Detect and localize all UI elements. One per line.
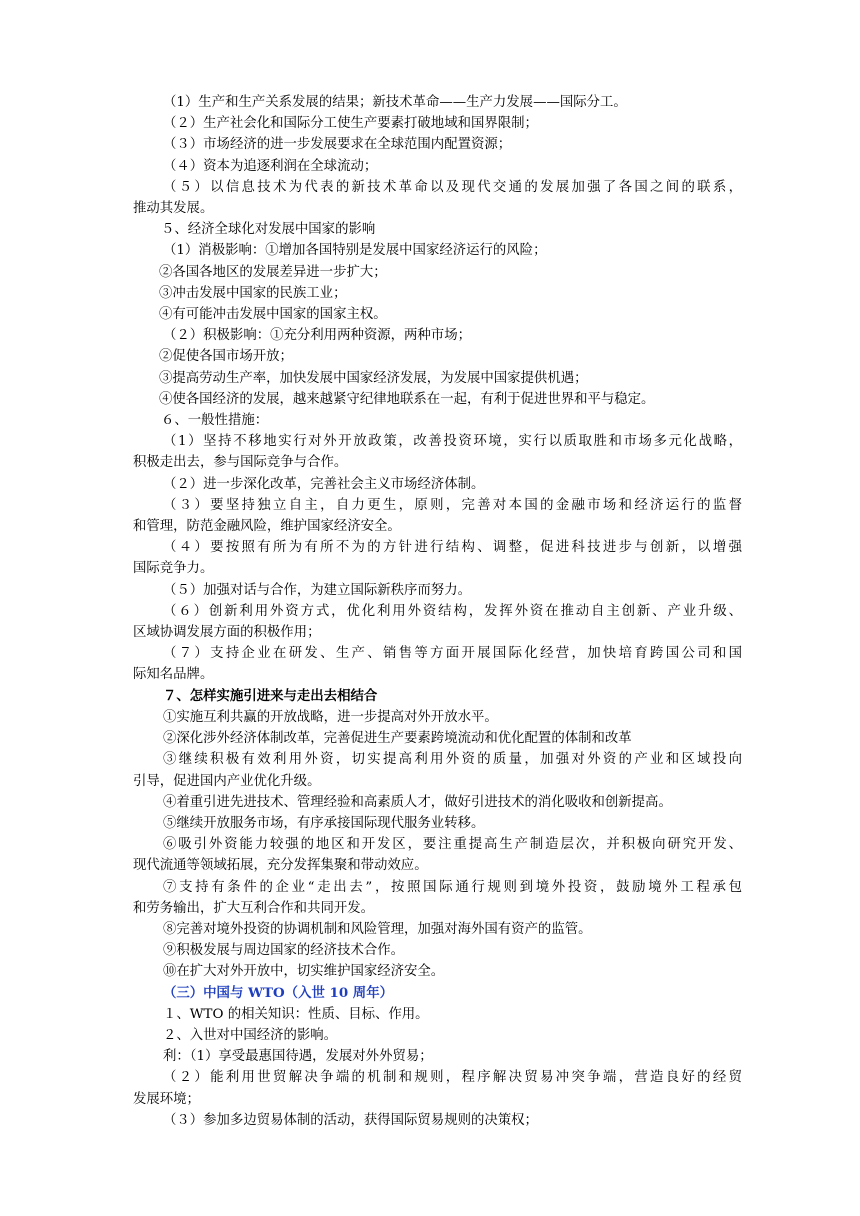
paragraph-line: （５）以信息技术为代表的新技术革命以及现代交通的发展加强了各国之间的联系， <box>163 179 742 195</box>
paragraph-line: ③继续积极有效利用外资，切实提高利用外资的质量，加强对外资的产业和区域投向 <box>163 752 742 768</box>
paragraph-line: 区域协调发展方面的积极作用； <box>133 625 321 641</box>
paragraph-line: ⑥吸引外资能力较强的地区和开发区，要注重提高生产制造层次，并积极向研究开发、 <box>163 837 742 853</box>
paragraph-line: ③提高劳动生产率，加快发展中国家经济发展，为发展中国家提供机遇； <box>159 370 588 386</box>
paragraph-line: ④有可能冲击发展中国家的国家主权。 <box>159 307 387 323</box>
paragraph-line: １、WTO 的相关知识：性质、目标、作用。 <box>163 1006 429 1022</box>
paragraph-line: （1）生产和生产关系发展的结果；新技术革命——生产力发展——国际分工。 <box>163 95 627 110</box>
paragraph-line: ⑩在扩大对外开放中，切实维护国家经济安全。 <box>163 964 445 980</box>
paragraph-line: 和劳务输出，扩大互利合作和共同开发。 <box>133 900 375 916</box>
paragraph-line: ⑤继续开放服务市场，有序承接国际现代服务业转移。 <box>163 815 485 831</box>
paragraph-line: ２、入世对中国经济的影响。 <box>163 1027 338 1043</box>
paragraph-line: ⑧完善对境外投资的协调机制和风险管理，加强对海外国有资产的监管。 <box>163 921 592 937</box>
paragraph-line: 发展环境； <box>133 1091 200 1107</box>
paragraph-line: ②促使各国市场开放； <box>159 349 293 365</box>
paragraph-line: （２）生产社会化和国际分工使生产要素打破地域和国界限制； <box>163 116 538 132</box>
paragraph-line: （４）资本为追逐利润在全球流动； <box>163 158 378 174</box>
paragraph-line: （６）创新利用外资方式，优化利用外资结构，发挥外资在推动自主创新、产业升级、 <box>163 603 742 619</box>
paragraph-line: ②各国各地区的发展差异进一步扩大； <box>159 264 387 280</box>
paragraph-line: ⑨积极发展与周边国家的经济技术合作。 <box>163 943 405 959</box>
paragraph-line: （３）要坚持独立自主，自力更生，原则，完善对本国的金融市场和经济运行的监督 <box>163 497 742 513</box>
paragraph-line: ④着重引进先进技术、管理经验和高素质人才，做好引进技术的消化吸收和创新提高。 <box>163 794 672 810</box>
paragraph-line: ⑦支持有条件的企业“走出去”，按照国际通行规则到境外投资，鼓励境外工程承包 <box>163 879 742 895</box>
paragraph-line: （２）积极影响：①充分利用两种资源，两种市场； <box>163 328 471 344</box>
paragraph-line: 推动其发展。 <box>133 201 214 217</box>
paragraph-line: 积极走出去，参与国际竞争与合作。 <box>133 455 348 471</box>
paragraph-line: ②深化涉外经济体制改革，完善促进生产要素跨境流动和优化配置的体制和改革 <box>163 731 632 747</box>
paragraph-line: （５）加强对话与合作，为建立国际新秩序而努力。 <box>163 582 471 598</box>
paragraph-line: 际知名品牌。 <box>133 667 214 683</box>
paragraph-line: （２）进一步深化改革，完善社会主义市场经济体制。 <box>163 476 485 492</box>
paragraph-line: ④使各国经济的发展，越来越紧守纪律地联系在一起，有利于促进世界和平与稳定。 <box>159 391 655 407</box>
section-heading: ６、一般性措施： <box>161 413 269 429</box>
section-heading: ５、经济全球化对发展中国家的影响 <box>161 222 376 238</box>
section-heading: ７、怎样实施引进来与走出去相结合 <box>163 687 378 704</box>
paragraph-line: （３）市场经济的进一步发展要求在全球范围内配置资源； <box>163 137 512 153</box>
paragraph-line: 现代流通等领域拓展，充分发挥集聚和带动效应。 <box>133 858 428 874</box>
section-heading: （三）中国与 WTO（入世 10 周年） <box>163 984 393 1001</box>
paragraph-line: 国际竞争力。 <box>133 561 214 577</box>
paragraph-line: （３）参加多边贸易体制的活动，获得国际贸易规则的决策权； <box>163 1112 538 1128</box>
paragraph-line: ①实施互利共赢的开放战略，进一步提高对外开放水平。 <box>163 709 498 725</box>
paragraph-line: （４）要按照有所为有所不为的方针进行结构、调整，促进科技进步与创新，以增强 <box>163 540 742 556</box>
paragraph-line: 和管理，防范金融风险，维护国家经济安全。 <box>133 519 401 535</box>
paragraph-line: 利：（1）享受最惠国待遇，发展对外外贸易； <box>163 1049 433 1065</box>
paragraph-line: （２）能利用世贸解决争端的机制和规则，程序解决贸易冲突争端，营造良好的经贸 <box>163 1070 742 1086</box>
paragraph-line: 引导，促进国内产业优化升级。 <box>133 773 321 789</box>
paragraph-line: （1）消极影响：①增加各国特别是发展中国家经济运行的风险； <box>163 243 547 259</box>
paragraph-line: （1）坚持不移地实行对外开放政策，改善投资环境，实行以质取胜和市场多元化战略， <box>163 434 742 450</box>
paragraph-line: ③冲击发展中国家的民族工业； <box>159 285 347 301</box>
paragraph-line: （７）支持企业在研发、生产、销售等方面开展国际化经营，加快培育跨国公司和国 <box>163 646 742 662</box>
